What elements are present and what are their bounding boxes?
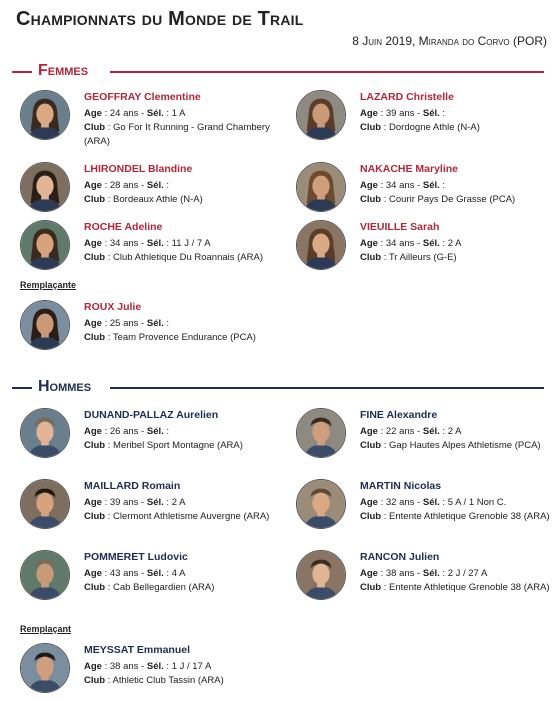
athlete-photo — [296, 220, 346, 270]
athlete-club: Club : Team Provence Endurance (PCA) — [84, 332, 256, 343]
athlete-card — [20, 162, 290, 222]
athlete-name: POMMERET Ludovic — [84, 551, 188, 563]
club-value: Entente Athletique Grenoble 38 (ARA) — [389, 582, 550, 593]
athlete-info — [84, 220, 290, 265]
athlete-name: VIEUILLE Sarah — [360, 221, 440, 233]
selections-value: 11 J / 7 A — [171, 238, 211, 249]
athlete-photo — [20, 643, 70, 693]
athlete-name: NAKACHE Maryline — [360, 163, 459, 175]
athlete-club: Club : Club Athletique Du Roannais (ARA) — [84, 252, 263, 263]
athlete-age-selections: Age : 39 ans - Sél. : 2 A — [84, 497, 186, 508]
club-value: Athletic Club Tassin (ARA) — [112, 675, 224, 686]
club-value: Entente Athletique Grenoble 38 (ARA) — [389, 511, 550, 522]
athlete-name: DUNAND-PALLAZ Aurelien — [84, 409, 219, 421]
athlete-age-selections: Age : 34 ans - Sél. : 11 J / 7 A — [84, 238, 211, 249]
age-value: 34 — [109, 238, 121, 249]
athlete-club: Club : Meribel Sport Montagne (ARA) — [84, 440, 243, 451]
hommes-remplacant-label: Remplaçant — [20, 624, 72, 634]
club-value: Club Athletique Du Roannais (ARA) — [113, 252, 263, 263]
athlete-age-selections: Age : 43 ans - Sél. : 4 A — [84, 568, 186, 579]
athlete-age-selections: Age : 38 ans - Sél. : 2 J / 27 A — [360, 568, 488, 579]
club-value: Meribel Sport Montagne (ARA) — [113, 440, 243, 451]
athlete-info — [360, 220, 559, 265]
athlete-photo — [20, 479, 70, 529]
divider-line — [110, 71, 544, 73]
athlete-photo — [20, 408, 70, 458]
divider-line — [12, 71, 32, 73]
club-value: Dordogne Athle (N-A) — [389, 122, 480, 133]
athlete-photo — [296, 408, 346, 458]
age-value: 39 — [385, 108, 397, 119]
athlete-info — [360, 90, 559, 135]
athlete-card — [296, 550, 559, 610]
age-value: 24 — [109, 108, 121, 119]
athlete-age-selections: Age : 26 ans - Sél. : — [84, 426, 170, 437]
athlete-age-selections: Age : 25 ans - Sél. : — [84, 318, 170, 329]
athlete-age-selections: Age : 34 ans - Sél. : — [360, 180, 446, 191]
athlete-name: LAZARD Christelle — [360, 91, 454, 103]
age-value: 26 — [109, 426, 121, 437]
athlete-photo — [20, 162, 70, 212]
femmes-section-header — [12, 62, 544, 82]
athlete-age-selections: Age : 24 ans - Sél. : 1 A — [84, 108, 186, 119]
club-value: Cab Bellegardien (ARA) — [113, 582, 215, 593]
athlete-club: Club : Entente Athletique Grenoble 38 (ARA) — [360, 511, 550, 522]
athlete-info — [84, 479, 290, 524]
selections-value: 2 A — [447, 238, 462, 249]
athlete-club: Club : Tr Ailleurs (G-E) — [360, 252, 457, 263]
athlete-info — [360, 162, 559, 207]
athlete-club: Club : Athletic Club Tassin (ARA) — [84, 675, 224, 686]
athlete-card — [20, 408, 290, 468]
athlete-card — [20, 479, 290, 539]
athlete-name: ROUX Julie — [84, 301, 142, 313]
athlete-name: LHIRONDEL Blandine — [84, 163, 193, 175]
athlete-card — [296, 220, 559, 280]
femmes-remplacant-card — [20, 300, 290, 360]
club-value: Tr Ailleurs (G-E) — [388, 252, 457, 263]
athlete-info — [360, 479, 559, 524]
selections-value: 1 J / 17 A — [171, 661, 212, 672]
event-date-location: 8 Juin 2019, Miranda do Corvo (POR) — [352, 34, 547, 48]
selections-value: 2 A — [171, 497, 186, 508]
club-value: Gap Hautes Alpes Athletisme (PCA) — [389, 440, 541, 451]
athlete-info — [360, 550, 559, 595]
selections-value: 4 A — [171, 568, 186, 579]
athlete-age-selections: Age : 39 ans - Sél. : — [360, 108, 446, 119]
athlete-photo — [20, 90, 70, 140]
selections-value: 1 A — [171, 108, 186, 119]
hommes-remplacant-card — [20, 643, 290, 702]
athlete-age-selections: Age : 28 ans - Sél. : — [84, 180, 170, 191]
athlete-name: FINE Alexandre — [360, 409, 438, 421]
athlete-age-selections: Age : 38 ans - Sél. : 1 J / 17 A — [84, 661, 212, 672]
athlete-info — [360, 408, 559, 453]
athlete-info — [84, 300, 290, 345]
club-value: Courir Pays De Grasse (PCA) — [389, 194, 516, 205]
age-value: 34 — [385, 238, 397, 249]
athlete-photo — [20, 220, 70, 270]
athlete-age-selections: Age : 34 ans - Sél. : 2 A — [360, 238, 462, 249]
age-value: 43 — [109, 568, 121, 579]
athlete-info — [84, 408, 290, 453]
club-value: Bordeaux Athle (N-A) — [113, 194, 203, 205]
page-title: Championnats du Monde de Trail — [16, 8, 304, 30]
athlete-name: MAILLARD Romain — [84, 480, 181, 492]
athlete-name: ROCHE Adeline — [84, 221, 163, 233]
athlete-card — [20, 220, 290, 280]
athlete-card — [296, 162, 559, 222]
athlete-info — [84, 550, 290, 595]
femmes-remplacante-label: Remplaçante — [20, 280, 77, 290]
athlete-card — [296, 408, 559, 468]
club-value: Go For It Running - Grand Chambery (ARA) — [84, 122, 270, 147]
athlete-card — [296, 479, 559, 539]
club-value: Clermont Athletisme Auvergne (ARA) — [113, 511, 270, 522]
athlete-club: Club : Clermont Athletisme Auvergne (ARA) — [84, 511, 270, 522]
divider-line — [110, 387, 544, 389]
age-value: 22 — [385, 426, 397, 437]
age-value: 32 — [385, 497, 397, 508]
athlete-photo — [296, 479, 346, 529]
athlete-info — [84, 162, 290, 207]
femmes-section-title: Femmes — [38, 62, 89, 79]
selections-value: 2 A — [447, 426, 462, 437]
hommes-section-title: Hommes — [38, 378, 92, 395]
age-value: 28 — [109, 180, 121, 191]
age-value: 38 — [109, 661, 121, 672]
athlete-age-selections: Age : 22 ans - Sél. : 2 A — [360, 426, 462, 437]
divider-line — [12, 387, 32, 389]
athlete-photo — [296, 550, 346, 600]
athlete-info — [84, 90, 290, 149]
athlete-club: Club : Entente Athletique Grenoble 38 (ARA) — [360, 582, 550, 593]
athlete-photo — [296, 90, 346, 140]
athlete-photo — [296, 162, 346, 212]
athlete-age-selections: Age : 32 ans - Sél. : 5 A / 1 Non C. — [360, 497, 507, 508]
athlete-card — [20, 90, 290, 150]
age-value: 34 — [385, 180, 397, 191]
athlete-name: GEOFFRAY Clementine — [84, 91, 201, 103]
club-value: Team Provence Endurance (PCA) — [112, 332, 256, 343]
athlete-card — [20, 550, 290, 610]
hommes-section-header — [12, 378, 544, 398]
athlete-club: Club : Bordeaux Athle (N-A) — [84, 194, 203, 205]
athlete-info — [84, 643, 290, 688]
athlete-club: Club : Dordogne Athle (N-A) — [360, 122, 480, 133]
selections-value: 5 A / 1 Non C. — [447, 497, 507, 508]
athlete-name: MEYSSAT Emmanuel — [84, 644, 190, 656]
athlete-club: Club : Go For It Running - Grand Chambery (ARA) — [84, 122, 270, 147]
athlete-name: MARTIN Nicolas — [360, 480, 442, 492]
athlete-club: Club : Cab Bellegardien (ARA) — [84, 582, 215, 593]
athlete-name: RANCON Julien — [360, 551, 440, 563]
athlete-club: Club : Gap Hautes Alpes Athletisme (PCA) — [360, 440, 541, 451]
selections-value: 2 J / 27 A — [447, 568, 488, 579]
athlete-photo — [20, 300, 70, 350]
athlete-photo — [20, 550, 70, 600]
athlete-card — [296, 90, 559, 150]
athlete-club: Club : Courir Pays De Grasse (PCA) — [360, 194, 516, 205]
age-value: 25 — [109, 318, 121, 329]
age-value: 39 — [109, 497, 121, 508]
age-value: 38 — [385, 568, 397, 579]
